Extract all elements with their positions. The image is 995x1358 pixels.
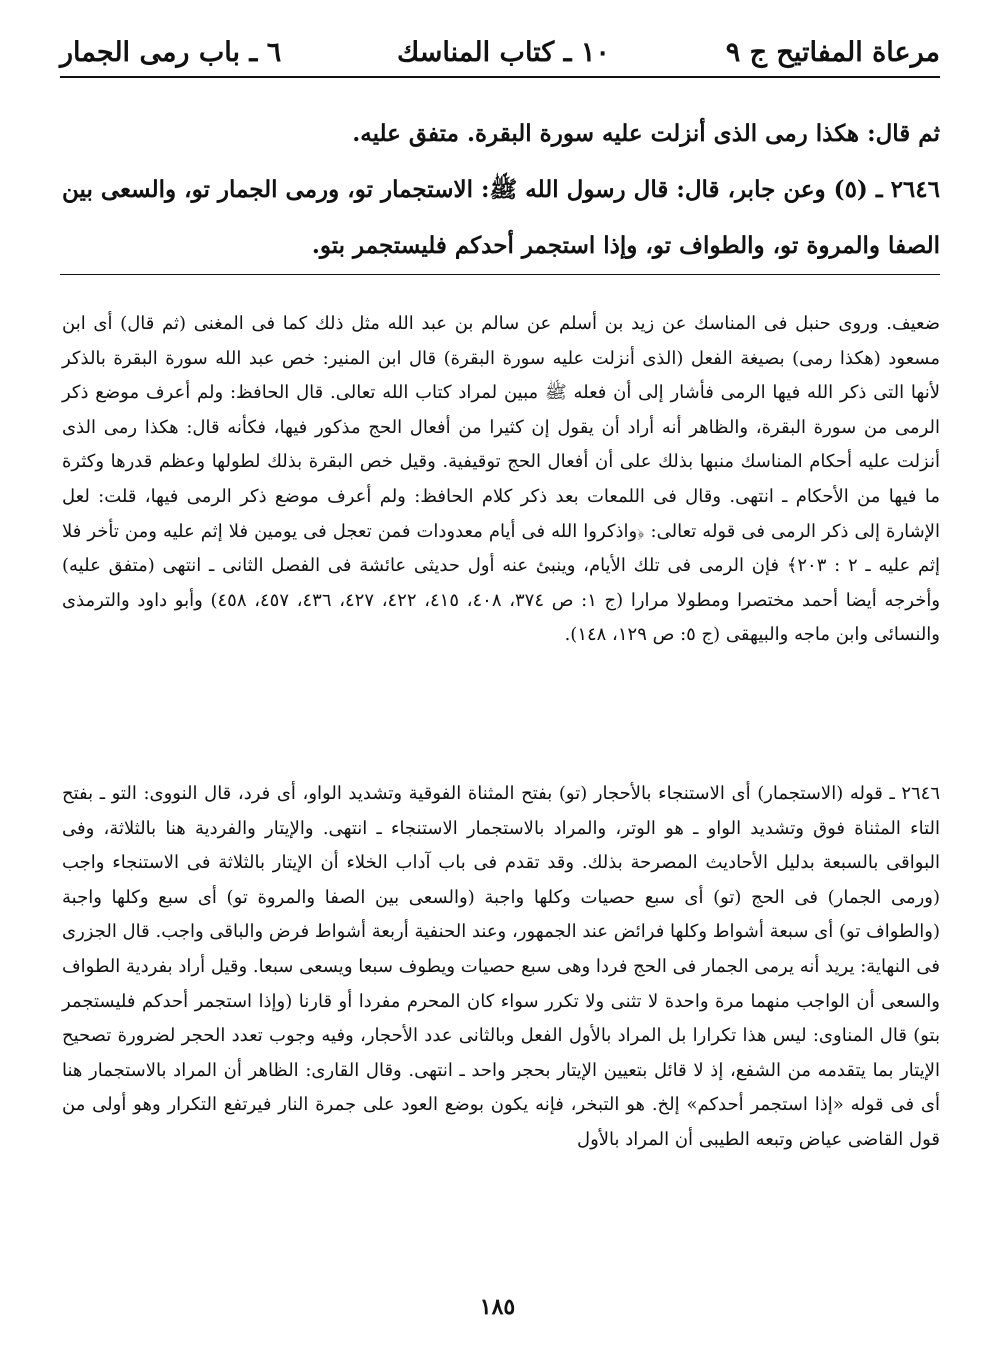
footnote-divider xyxy=(60,274,940,275)
header-book-title: مرعاة المفاتيح ج ٩ xyxy=(725,36,940,68)
running-header xyxy=(60,30,940,74)
header-chapter: ٦ ـ باب رمى الجمار xyxy=(60,36,282,68)
page-number: ١٨٥ xyxy=(479,1294,516,1320)
commentary-paragraph-2: ٢٦٤٦ ـ قوله (الاستجمار) أى الاستنجاء بالأحجار (تو) بفتح المثناة الفوقية وتشديد الواو، أى فرد، قال النووى: التو ـ بفتح التاء المثناة فوق وتشديد الواو ـ هو الوتر، والمراد بالاستجمار الاستنجاء ـ انتهى. والإيتار والفردية هنا بالثلاثة، وفى البواقى بالسبعة بدليل الأحاديث المصرحة بذلك. وقد تقدم فى باب آداب الخلاء أن الإيتار بالثلاثة فى الاستنجاء واجب (ورمى الجمار) فى الحج (تو) أى سبع حصيات وكلها واجبة (والسعى بين الصفا والمروة تو) أى سبع وكلها واجبة (والطواف تو) أى سبعة أشواط وكلها فرائض عند الجمهور، وعند الحنفية أربعة أشواط فرض والباقى واجب. قال الجزرى فى النهاية: يريد أنه يرمى الجمار فى الحج فردا وهى سبع حصيات ويطوف سبعا ويسعى سبعا. وقيل أراد بفردية الطواف والسعى أن الواجب منهما مرة واحدة لا تثنى ولا تكرر سواء كان المحرم مفردا أو قارنا (وإذا استجمر أحدكم فليستجمر بتو) قال المناوى: ليس هذا تكرارا بل المراد بالأول الفعل وبالثانى عدد الأحجار، وفيه وجوب تعدد الحجر لضرورة تصحيح الإيتار بما يتقدمه من الشفع، إذ لا قائل بتعيين الإيتار بحجر واحد ـ انتهى. وقال القارى: الظاهر أن المراد بالاستجمار هنا أى فى قوله «إذا استجمر أحدكم» إلخ. هو التبخر، فإنه يكون بوضع العود على جمرة النار فيرتفع التكرار وهو أولى من قول القاضى عياض وتبعه الطيبى أن المراد بالأول xyxy=(62,783,940,1150)
hadith-line-1: ثم قال: هكذا رمى الذى أنزلت عليه سورة البقرة. متفق عليه. xyxy=(352,120,940,147)
hadith-line-2: ٢٦٤٦ ـ (٥) وعن جابر، قال: قال رسول الله ﷺ: الاستجمار تو، ورمى الجمار تو، والسعى بين الصفا والمروة تو، والطواف تو، وإذا استجمر أحدكم فليستجمر بتو. xyxy=(62,176,940,259)
commentary-paragraph-1: ضعيف. وروى حنبل فى المناسك عن زيد بن أسلم عن سالم بن عبد الله مثل ذلك كما فى المغنى (ثم قال) أى ابن مسعود (هكذا رمى) بصيغة الفعل (الذى أنزلت عليه سورة البقرة) قال ابن المنير: خص عبد الله سورة البقرة بالذكر لأنها التى ذكر الله فيها الرمى فأشار إلى أن فعله ﷺ مبين لمراد كتاب الله تعالى. قال الحافظ: ولم أعرف موضع ذكر الرمى من سورة البقرة، والظاهر أنه أراد أن يقول إن كثيرا من أفعال الحج مذكور فيها، فكأنه قال: هكذا رمى الذى أنزلت عليه أحكام المناسك منبها بذلك على أن أفعال الحج توقيفية. وقيل خص البقرة بذلك لطولها وعظم قدرها وكثرة ما فيها من الأحكام ـ انتهى. وقال فى اللمعات بعد ذكر كلام الحافظ: ولم أعرف موضع ذكر الرمى فيها، قلت: لعل الإشارة إلى ذكر الرمى فى قوله تعالى: ﴿واذكروا الله فى أيام معدودات فمن تعجل فى يومين فلا إثم عليه ومن تأخر فلا إثم عليه ـ ٢ : ٢٠٣﴾ فإن الرمى فى تلك الأيام، وينبئ عنه أول حديثى عائشة فى الفصل الثانى ـ انتهى (متفق عليه) وأخرجه أيضا أحمد مختصرا ومطولا مرارا (ج ١: ص ٣٧٤، ٤٠٨، ٤١٥، ٤٢٢، ٤٢٧، ٤٣٦، ٤٥٧، ٤٥٨) وأبو داود والترمذى والنسائى وابن ماجه والبيهقى (ج ٥: ص ١٢٩، ١٤٨). xyxy=(62,313,941,646)
header-section: ١٠ ـ كتاب المناسك xyxy=(397,36,610,68)
header-rule xyxy=(60,76,940,78)
